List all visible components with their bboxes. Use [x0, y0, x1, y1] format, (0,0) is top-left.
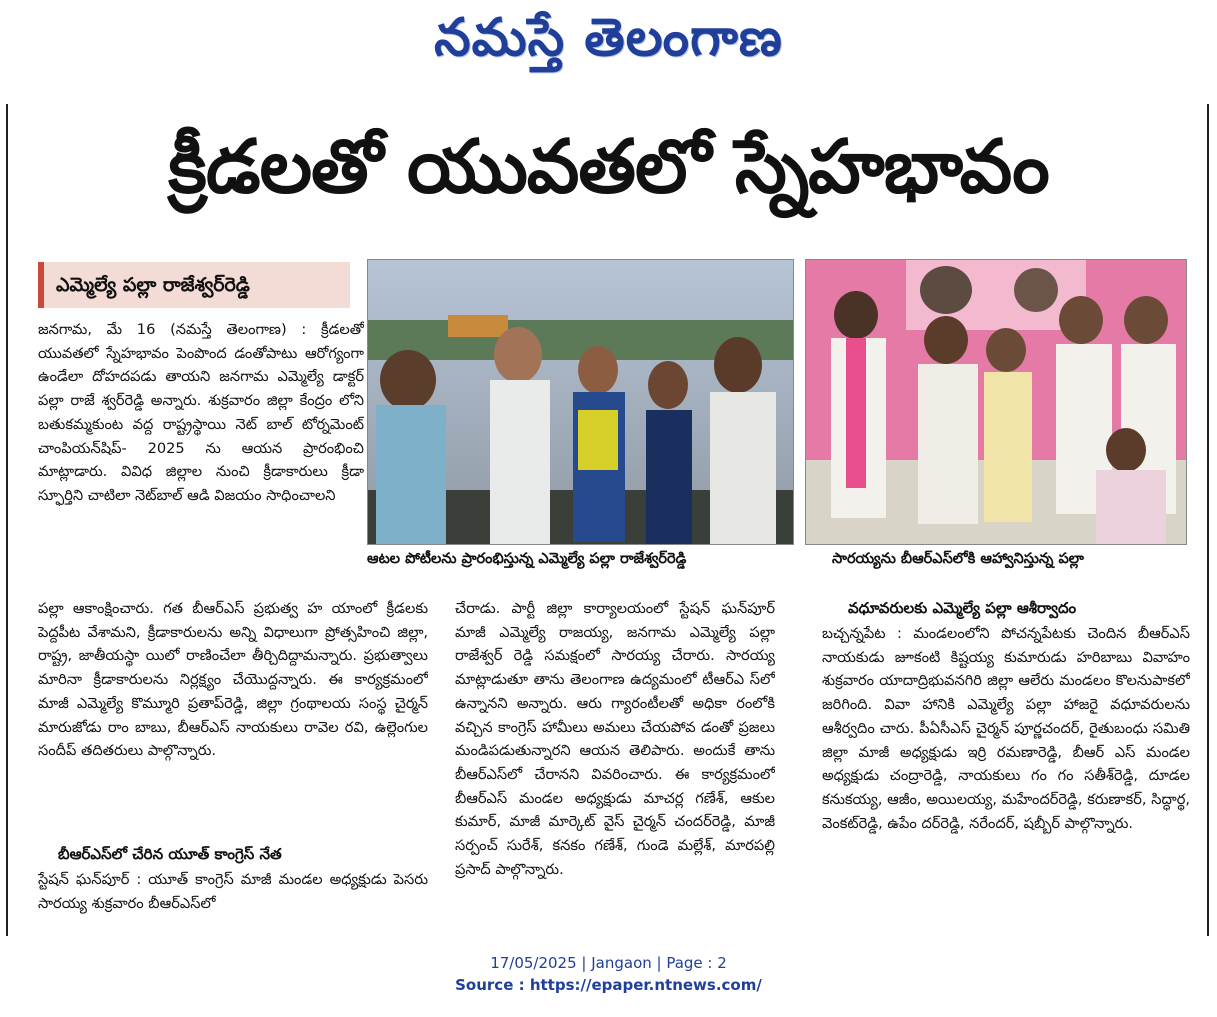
- photo-caption-2: సారయ్యను బీఆర్‌ఎస్‌లోకి ఆహ్వానిస్తున్న పల్లా: [832, 551, 1084, 567]
- footer-source-link[interactable]: Source : https://epaper.ntnews.com/: [455, 976, 762, 994]
- subhead-wedding-blessing: వధూవరులకు ఎమ్మెల్యే పల్లా ఆశీర్వాదం: [848, 599, 1077, 617]
- column-2-text: చేరాడు. పార్టీ జిల్లా కార్యాలయంలో స్టేషన్ ఘన్‌పూర్ మాజీ ఎమ్మెల్యే రాజయ్య, జనగామ ఎమ్మెల్యే పల్లా రాజేశ్వర్ రెడ్డి సమక్షంలో సారయ్య చేరారు. సారయ్య మాట్లాడుతూ తాను తెలంగాణ ఉద్యమంలో టీఆర్‌ఎ స్‌లో ఉన్నానని అన్నారు. ఆరు గ్యారంటీలతో అధికా రంలోకి వచ్చిన కాంగ్రెస్ హామీలు అమలు చేయపోవ డంతో ప్రజలు మండిపడుతున్నారని ఆయన తెలిపారు. అందుకే తాను బీఆర్‌ఎస్‌లో చేరానని వివరించారు. ఈ కార్యక్రమంలో బీఆర్‌ఎస్ మండల అధ్యక్షుడు మాచర్ల గణేశ్, ఆకుల కుమార్, మాజీ మార్కెట్ వైస్ చైర్మన్ చందర్‌రెడ్డి, మాజీ సర్పంచ్ సురేశ్, కనకం గణేశ్, గుండె మల్లేశ్, మారపల్లి ప్రసాద్ పాల్గొన్నారు.: [455, 600, 775, 878]
- photo-caption-1: ఆటల పోటీలను ప్రారంభిస్తున్న ఎమ్మెల్యే పల్లా రాజేశ్వర్‌రెడ్డి: [367, 551, 687, 567]
- column-1-top-text: జనగామ, మే 16 (నమస్తే తెలంగాణ) : క్రీడలతో యువతలో స్నేహభావం పెంపొంద డంతోపాటు ఆరోగ్యంగా ఉండేలా దోహదపడు తాయని జనగామ ఎమ్మెల్యే డాక్టర్ పల్లా రాజే శ్వర్‌రెడ్డి అన్నారు. శుక్రవారం జిల్లా కేంద్రం లోని బతుకమ్మకుంట వద్ద రాష్ట్రస్థాయి నెట్ బాల్ టోర్నమెంట్ చాంపియన్‌షిప్- 2025 ను ఆయన ప్రారంభించి మాట్లాడారు. వివిధ జిల్లాల నుంచి క్రీడాకారులు క్రీడా స్ఫూర్తిని చాటిలా నెట్‌బాల్ ఆడి విజయం సాధించాలని: [38, 321, 364, 504]
- column-1-bottom-text: పల్లా ఆకాంక్షించారు. గత బీఆర్‌ఎస్ ప్రభుత్వ హ యాంలో క్రీడలకు పెద్దపీట వేశామని, క్రీడాకారులను అన్ని విధాలుగా ప్రోత్సహించి జిల్లా, రాష్ట్ర, జాతీయస్థా యిలో రాణించేలా తీర్చిదిద్దామన్నారు. ప్రభుత్వాలు మారినా క్రీడాకారులను నిర్లక్ష్యం చేయొద్దన్నారు. ఈ కార్యక్రమంలో మాజీ ఎమ్మెల్యే కొమ్మూరి ప్రతాప్‌రెడ్డి, జిల్లా గ్రంథాలయ సంస్థ చైర్మన్ మారుజోడు రాం బాబు, బీఆర్‌ఎస్ నాయకులు రావెల రవి, ఉల్లెంగుల సందీప్ తదితరులు పాల్గొన్నారు.: [38, 600, 428, 760]
- footer-date-edition: 17/05/2025 | Jangaon | Page : 2: [490, 954, 727, 972]
- photo-sports-event: [367, 259, 794, 545]
- page-footer: [0, 952, 1217, 996]
- article-headline: క్రీడలతో యువతలో స్నేహభావం: [168, 124, 1049, 210]
- masthead: [0, 0, 1217, 80]
- photo-party-joining: [805, 259, 1187, 545]
- byline-box: ఎమ్మెల్యే పల్లా రాజేశ్వర్‌రెడ్డి: [38, 262, 350, 308]
- newspaper-logo: నమస్తే తెలంగాణ: [434, 8, 783, 68]
- column-1-story2-text: స్టేషన్ ఘన్‌పూర్ : యూత్ కాంగ్రెస్ మాజీ మండల అధ్యక్షుడు పెసరు సారయ్య శుక్రవారం బీఆర్‌ఎస్‌లో: [38, 871, 428, 912]
- column-3-text: బచ్చన్నపేట : మండలంలోని పోచన్నపేటకు చెందిన బీఆర్‌ఎస్ నాయకుడు జూకంటి కిష్టయ్య కుమారుడు హరిబాబు వివాహం శుక్రవారం యాదాద్రిభువనగిరి జిల్లా ఆలేరు మండలం కొలనుపాకలో జరిగింది. వివా హానికి ఎమ్మెల్యే పల్లా హాజరై వధూవరులను ఆశీర్వదిం చారు. పీఏసీఎస్ చైర్మన్ పూర్ణచందర్, రైతుబంధు సమితి జిల్లా మాజీ అధ్యక్షుడు ఇర్రి రమణారెడ్డి, బీఆర్ ఎస్ మండల అధ్యక్షుడు చంద్రారెడ్డి, నాయకులు గం గం సతీశ్‌రెడ్డి, దూడల కనుకయ్య, ఆజీం, అయిలయ్య, మహేందర్‌రెడ్డి, కరుణాకర్, సిద్ధార్థ, వెంకట్‌రెడ్డి, ఉపేం దర్‌రెడ్డి, నరేందర్, షబ్బీర్ పాల్గొన్నారు.: [822, 625, 1190, 832]
- subhead-youth-congress: బీఆర్‌ఎస్‌లో చేరిన యూత్ కాంగ్రెస్ నేత: [58, 845, 282, 863]
